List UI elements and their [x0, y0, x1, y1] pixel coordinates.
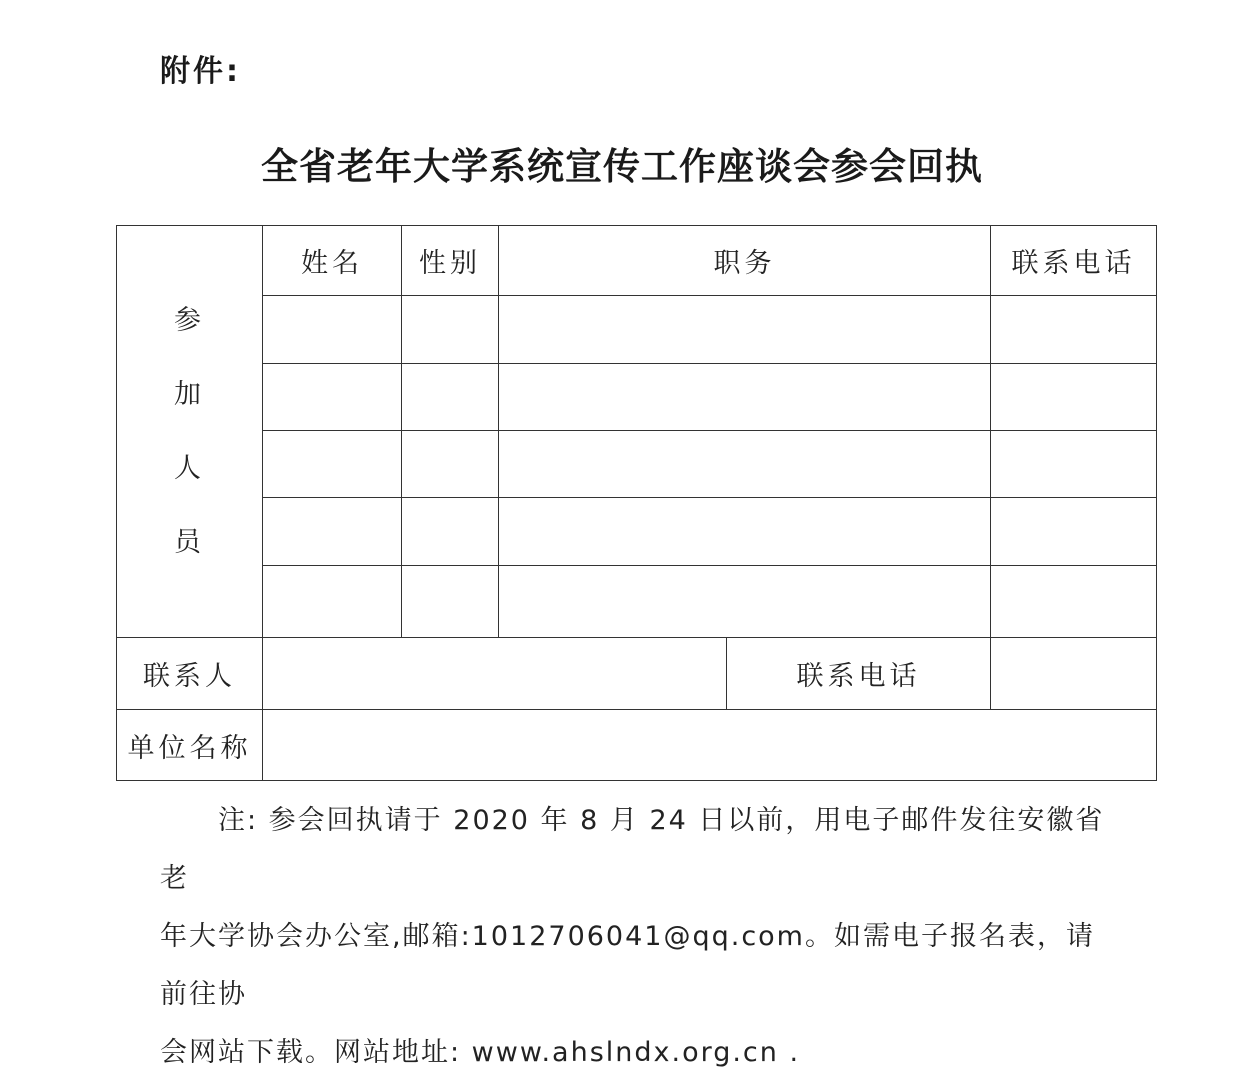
note-line-3: 会网站下载。网站地址: www.ahslndx.org.cn .: [160, 1037, 801, 1068]
participants-label-char: 人: [174, 452, 205, 484]
position-cell[interactable]: [499, 296, 991, 364]
header-row: [117, 226, 1157, 296]
name-cell[interactable]: [263, 498, 402, 566]
contact-phone-label: 联系电话: [727, 638, 991, 710]
participant-row: [117, 566, 1157, 638]
attachment-label: 附件:: [160, 54, 241, 89]
contact-person-cell[interactable]: [263, 638, 727, 710]
position-cell[interactable]: [499, 498, 991, 566]
position-cell[interactable]: [499, 364, 991, 431]
contact-phone-cell[interactable]: [991, 638, 1157, 710]
participants-label: [117, 226, 263, 638]
phone-cell[interactable]: [991, 364, 1157, 431]
participant-row: [117, 431, 1157, 498]
participant-row: [117, 296, 1157, 364]
name-cell[interactable]: [263, 566, 402, 638]
phone-cell[interactable]: [991, 431, 1157, 498]
participants-label-char: 参: [174, 304, 205, 336]
gender-cell[interactable]: [402, 431, 499, 498]
position-cell[interactable]: [499, 431, 991, 498]
phone-cell[interactable]: [991, 566, 1157, 638]
phone-cell[interactable]: [991, 296, 1157, 364]
contact-person-label: 联系人: [117, 638, 263, 710]
note: [160, 792, 1120, 1082]
participants-label-char: 员: [174, 526, 205, 558]
position-cell[interactable]: [499, 566, 991, 638]
name-cell[interactable]: [263, 431, 402, 498]
unit-row: [117, 710, 1157, 781]
phone-cell[interactable]: [991, 498, 1157, 566]
contact-row: [117, 638, 1157, 710]
note-line: [160, 792, 1120, 908]
gender-cell[interactable]: [402, 296, 499, 364]
header-gender: 性别: [402, 226, 499, 296]
registration-form-table: [116, 225, 1157, 781]
gender-cell[interactable]: [402, 364, 499, 431]
name-cell[interactable]: [263, 364, 402, 431]
document-title: 全省老年大学系统宣传工作座谈会参会回执: [261, 144, 983, 188]
unit-name-label: 单位名称: [117, 710, 263, 781]
gender-cell[interactable]: [402, 498, 499, 566]
note-line-1: 注: 参会回执请于 2020 年 8 月 24 日以前，用电子邮件发往安徽省老: [160, 805, 1105, 894]
header-phone: 联系电话: [991, 226, 1157, 296]
participant-row: [117, 498, 1157, 566]
note-line-2: 年大学协会办公室,邮箱:1012706041@qq.com。如需电子报名表，请前往协: [160, 921, 1095, 1010]
gender-cell[interactable]: [402, 566, 499, 638]
name-cell[interactable]: [263, 296, 402, 364]
header-position: 职务: [499, 226, 991, 296]
participant-row: [117, 364, 1157, 431]
participants-label-char: 加: [174, 378, 205, 410]
header-name: 姓名: [263, 226, 402, 296]
unit-name-cell[interactable]: [263, 710, 1157, 781]
